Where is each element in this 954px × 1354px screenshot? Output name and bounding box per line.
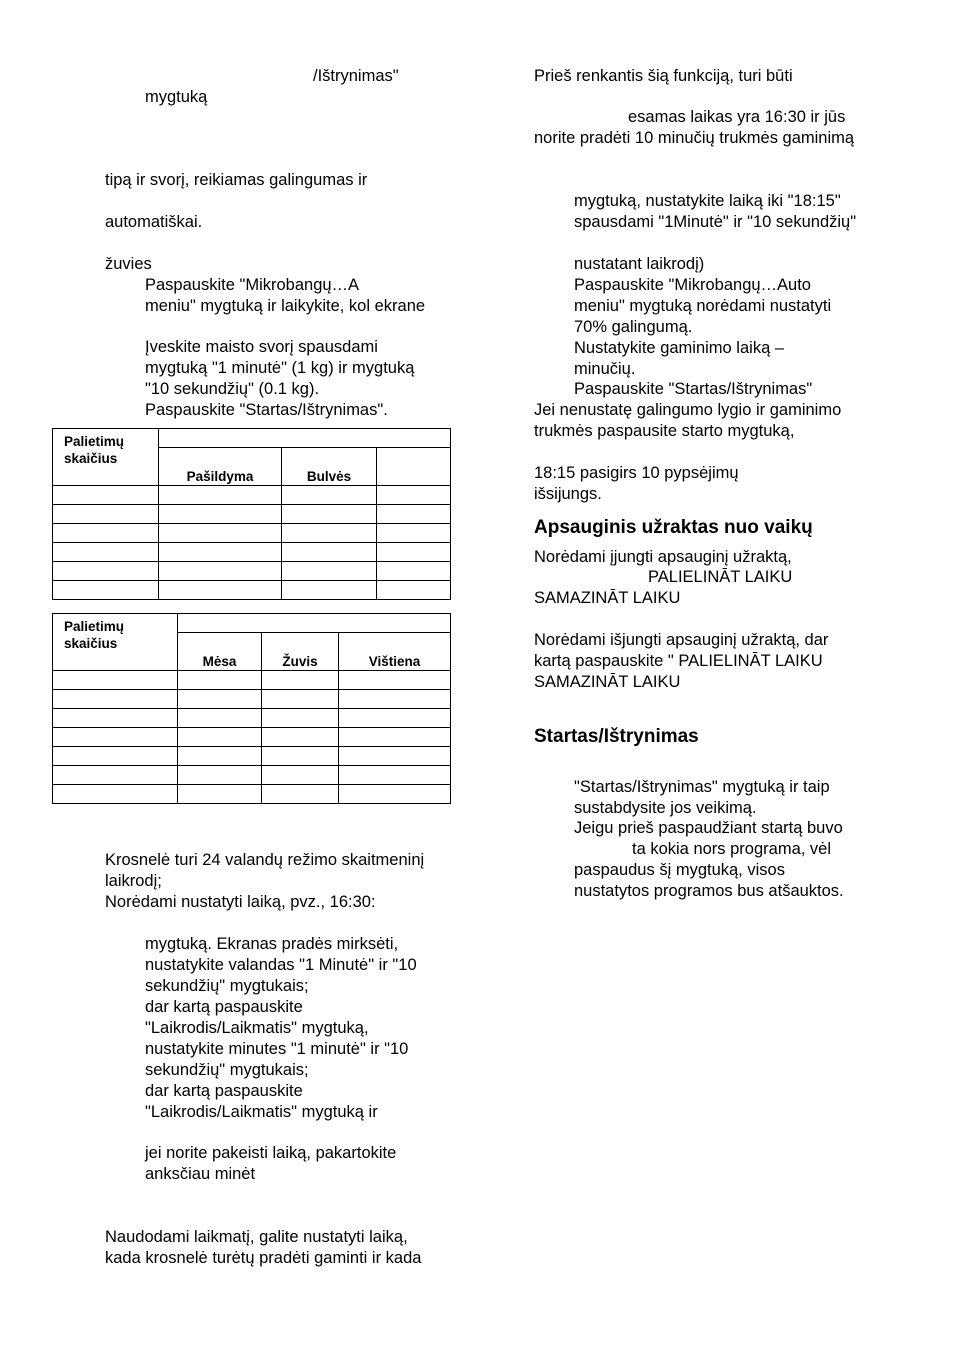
clock-step-line: "Laikrodis/Laikmatis" mygtuką ir xyxy=(145,1103,378,1121)
table-row xyxy=(53,486,451,505)
right-text-line: SAMAZINĀT LAIKU xyxy=(534,589,681,607)
right-step-line: "Startas/Ištrynimas" mygtuką ir taip xyxy=(574,778,830,796)
table-header-span xyxy=(159,429,451,448)
table-row xyxy=(53,505,451,524)
left-text-line: Norėdami nustatyti laiką, pvz., 16:30: xyxy=(105,893,376,911)
right-step-line: nustatytos programos bus atšauktos. xyxy=(574,882,844,900)
clock-step-line: jei norite pakeisti laiką, pakartokite xyxy=(145,1144,397,1162)
right-step-line: 70% galingumą. xyxy=(574,318,693,336)
clock-step-line: sekundžių" mygtukais; xyxy=(145,1061,309,1079)
right-step-line: sustabdysite jos veikimą. xyxy=(574,799,757,817)
start-clear-heading: Startas/Ištrynimas xyxy=(534,726,699,747)
left-text-line: tipą ir svorį, reikiamas galingumas ir xyxy=(105,171,368,189)
table-row xyxy=(53,747,451,766)
left-text-line: žuvies xyxy=(105,255,152,273)
right-step-line: Paspauskite "Startas/Ištrynimas" xyxy=(574,380,813,398)
clock-step-line: mygtuką. Ekranas pradės mirksėti, xyxy=(145,935,399,953)
column-header: Žuvis xyxy=(262,633,339,671)
column-header: Pašildyma xyxy=(159,448,282,486)
left-step-line: Paspauskite "Startas/Ištrynimas". xyxy=(145,401,388,419)
clock-step-line: dar kartą paspauskite xyxy=(145,998,303,1016)
table-row xyxy=(53,671,451,690)
right-step-line: Jeigu prieš paspaudžiant startą buvo xyxy=(574,819,843,837)
right-text-line: PALIELINĀT LAIKU xyxy=(648,568,793,586)
table-row xyxy=(53,690,451,709)
table-header-touch-count: Palietimų skaičius xyxy=(53,614,178,671)
right-text-line: Prieš renkantis šią funkciją, turi būti xyxy=(534,67,793,85)
clock-step-line: "Laikrodis/Laikmatis" mygtuką, xyxy=(145,1019,369,1037)
left-text-line: /Ištrynimas" xyxy=(313,67,399,85)
table-row xyxy=(53,562,451,581)
left-step-line: Paspauskite "Mikrobangų…A xyxy=(145,276,360,294)
clock-step-line: anksčiau minėt xyxy=(145,1165,256,1183)
table-row xyxy=(53,709,451,728)
clock-step-line: nustatykite valandas "1 Minutė" ir "10 xyxy=(145,956,417,974)
left-text-line: laikrodį; xyxy=(105,872,162,890)
right-text-line: SAMAZINĀT LAIKU xyxy=(534,673,681,691)
left-text-line: automatiškai. xyxy=(105,213,203,231)
clock-step-line: nustatykite minutes "1 minutė" ir "10 xyxy=(145,1040,409,1058)
right-text-line: išsijungs. xyxy=(534,485,602,503)
left-step-line: "10 sekundžių" (0.1 kg). xyxy=(145,380,320,398)
right-step-line: mygtuką, nustatykite laiką iki "18:15" xyxy=(574,192,841,210)
right-step-line: ta kokia nors programa, vėl xyxy=(632,840,832,858)
right-text-line: Jei nenustatę galingumo lygio ir gaminimo xyxy=(534,401,842,419)
right-text-line: kartą paspauskite " PALIELINĀT LAIKU xyxy=(534,652,823,670)
right-step-line: Paspauskite "Mikrobangų…Auto xyxy=(574,276,811,294)
right-step-line: minučių. xyxy=(574,360,636,378)
touch-count-table-1 xyxy=(52,428,451,600)
left-text-line: Krosnelė turi 24 valandų režimo skaitmeninį xyxy=(105,851,425,869)
left-text-line: mygtuką xyxy=(145,88,208,106)
right-text-line: trukmės paspausite starto mygtuką, xyxy=(534,422,795,440)
table-row xyxy=(53,543,451,562)
right-text-line: 18:15 pasigirs 10 pypsėjimų xyxy=(534,464,739,482)
right-step-line: Nustatykite gaminimo laiką – xyxy=(574,339,785,357)
right-step-line: spausdami "1Minutė" ir "10 sekundžių" xyxy=(574,213,857,231)
table-row xyxy=(53,581,451,600)
column-header: Bulvės xyxy=(282,448,377,486)
right-text-line: Norėdami įjungti apsauginį užraktą, xyxy=(534,548,792,566)
right-step-line: nustatant laikrodį) xyxy=(574,255,705,273)
left-text-line: Naudodami laikmatį, galite nustatyti laiką, xyxy=(105,1228,408,1246)
clock-step-line: dar kartą paspauskite xyxy=(145,1082,303,1100)
column-header xyxy=(377,448,451,486)
table-row xyxy=(53,785,451,804)
right-step-line: paspaudus šį mygtuką, visos xyxy=(574,861,785,879)
left-text-line: kada krosnelė turėtų pradėti gaminti ir kada xyxy=(105,1249,422,1267)
touch-count-table-2 xyxy=(52,613,451,804)
right-step-line: meniu" mygtuką norėdami nustatyti xyxy=(574,297,832,315)
right-text-line: Norėdami išjungti apsauginį užraktą, dar xyxy=(534,631,829,649)
clock-step-line: sekundžių" mygtukais; xyxy=(145,977,309,995)
left-step-line: mygtuką "1 minutė" (1 kg) ir mygtuką xyxy=(145,359,415,377)
table-header-touch-count: Palietimų skaičius xyxy=(53,429,159,486)
table-row xyxy=(53,524,451,543)
column-header: Mėsa xyxy=(178,633,262,671)
table-row xyxy=(53,728,451,747)
left-step-line: meniu" mygtuką ir laikykite, kol ekrane xyxy=(145,297,426,315)
table-row xyxy=(53,766,451,785)
left-step-line: Įveskite maisto svorį spausdami xyxy=(145,338,378,356)
child-lock-heading: Apsauginis užraktas nuo vaikų xyxy=(534,517,813,538)
table-header-span xyxy=(178,614,451,633)
column-header: Vištiena xyxy=(339,633,451,671)
right-text-line: norite pradėti 10 minučių trukmės gaminimą xyxy=(534,129,855,147)
right-text-line: esamas laikas yra 16:30 ir jūs xyxy=(628,108,846,126)
